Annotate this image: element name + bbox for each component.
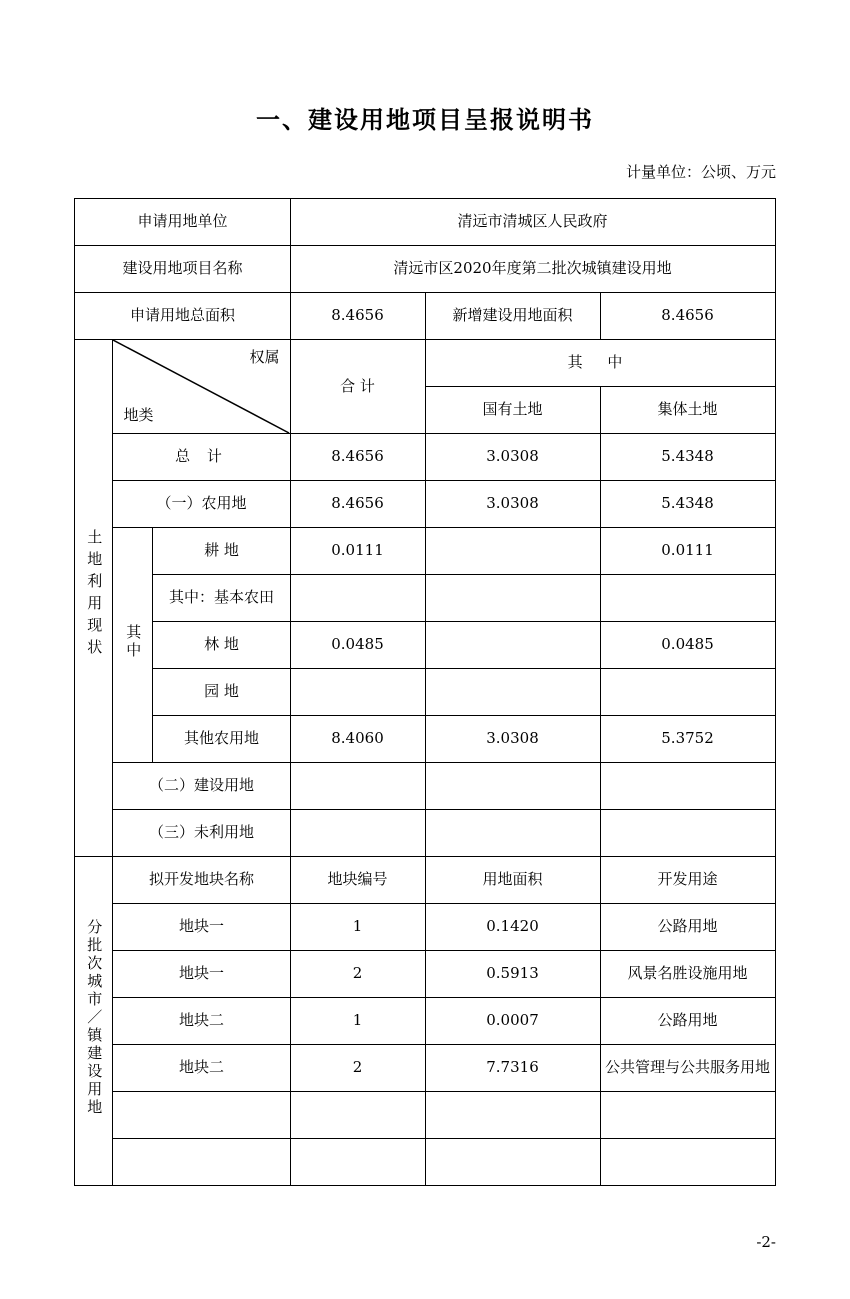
table-row [75, 904, 775, 951]
row-state [425, 763, 600, 810]
table-row [75, 763, 775, 810]
table-row-total-area [75, 293, 775, 340]
parcel-area: 0.1420 [425, 904, 600, 951]
parcel-code [290, 1092, 425, 1139]
applicant-label: 申请用地单位 [75, 199, 290, 246]
row-collective: 5.3752 [600, 716, 775, 763]
row-state [425, 810, 600, 857]
row-label: 总 计 [113, 434, 290, 481]
state-owned-header: 国有土地 [425, 387, 600, 434]
category-label: 地类 [123, 405, 154, 424]
table-row-landstatus-header [75, 340, 775, 387]
row-collective: 0.0111 [600, 528, 775, 575]
parcel-name: 地块二 [113, 998, 290, 1045]
table-row [75, 575, 775, 622]
parcel-use: 公路用地 [600, 904, 775, 951]
land-status-section-text: 土地利用现状 [85, 529, 104, 662]
page-number: -2- [756, 1233, 776, 1251]
parcel-area: 0.0007 [425, 998, 600, 1045]
parcel-code [290, 1139, 425, 1186]
page-title: 一、建设用地项目呈报说明书 [256, 105, 594, 134]
table-row [75, 1139, 775, 1186]
document-page [0, 100, 850, 1299]
new-area-label: 新增建设用地面积 [425, 293, 600, 340]
new-area-value: 8.4656 [600, 293, 775, 340]
collective-header: 集体土地 [600, 387, 775, 434]
row-label: 园 地 [153, 669, 290, 716]
applicant-value: 清远市清城区人民政府 [290, 199, 775, 246]
land-status-section-label [75, 340, 113, 857]
row-total [290, 810, 425, 857]
parcel-area: 7.7316 [425, 1045, 600, 1092]
table-row [75, 951, 775, 998]
parcel-code-header: 地块编号 [290, 857, 425, 904]
parcel-use: 公共管理与公共服务用地 [600, 1045, 775, 1092]
table-row [75, 669, 775, 716]
table-row [75, 1092, 775, 1139]
main-table [74, 198, 775, 1186]
table-row [75, 810, 775, 857]
category-ownership-diagonal-cell [113, 340, 290, 434]
total-area-value: 8.4656 [290, 293, 425, 340]
row-state: 3.0308 [425, 434, 600, 481]
parcel-use [600, 1092, 775, 1139]
parcel-code: 2 [290, 1045, 425, 1092]
row-collective [600, 669, 775, 716]
parcels-section-label [75, 857, 113, 1186]
ownership-label: 权属 [249, 348, 280, 366]
project-label: 建设用地项目名称 [75, 246, 290, 293]
row-total [290, 669, 425, 716]
row-collective: 5.4348 [600, 434, 775, 481]
table-row [75, 434, 775, 481]
row-label: 其他农用地 [153, 716, 290, 763]
table-row [75, 1045, 775, 1092]
sub-section-text: 其中 [124, 624, 143, 661]
total-column-header: 合 计 [290, 340, 425, 434]
parcel-area [425, 1092, 600, 1139]
row-total: 0.0485 [290, 622, 425, 669]
parcel-name: 地块一 [113, 951, 290, 998]
row-collective: 5.4348 [600, 481, 775, 528]
row-total: 8.4060 [290, 716, 425, 763]
parcel-use [600, 1139, 775, 1186]
parcel-code: 2 [290, 951, 425, 998]
table-row [75, 528, 775, 575]
parcel-area [425, 1139, 600, 1186]
row-total [290, 763, 425, 810]
row-label: 林 地 [153, 622, 290, 669]
row-label: 其中：基本农田 [153, 575, 290, 622]
table-row [75, 481, 775, 528]
parcel-area: 0.5913 [425, 951, 600, 998]
row-collective: 0.0485 [600, 622, 775, 669]
parcel-name: 地块一 [113, 904, 290, 951]
row-state [425, 622, 600, 669]
parcel-name [113, 1139, 290, 1186]
parcel-use-header: 开发用途 [600, 857, 775, 904]
parcel-code: 1 [290, 998, 425, 1045]
sub-section-label [113, 528, 153, 763]
table-row [75, 622, 775, 669]
project-value: 清远市区2020年度第二批次城镇建设用地 [290, 246, 775, 293]
row-total: 8.4656 [290, 481, 425, 528]
parcel-name: 地块二 [113, 1045, 290, 1092]
parcel-area-header: 用地面积 [425, 857, 600, 904]
row-state [425, 528, 600, 575]
row-label: 耕 地 [153, 528, 290, 575]
row-collective [600, 575, 775, 622]
row-total: 0.0111 [290, 528, 425, 575]
parcel-use: 风景名胜设施用地 [600, 951, 775, 998]
parcel-name-header: 拟开发地块名称 [113, 857, 290, 904]
row-total [290, 575, 425, 622]
parcels-section-text: 分批次城市／镇建设用地 [85, 919, 104, 1118]
row-state: 3.0308 [425, 716, 600, 763]
measure-unit-note: 计量单位：公顷、万元 [625, 163, 776, 181]
row-state [425, 575, 600, 622]
table-row [75, 716, 775, 763]
row-state [425, 669, 600, 716]
table-row-parcels-header [75, 857, 775, 904]
row-collective [600, 763, 775, 810]
row-state: 3.0308 [425, 481, 600, 528]
row-total: 8.4656 [290, 434, 425, 481]
parcel-name [113, 1092, 290, 1139]
row-collective [600, 810, 775, 857]
table-row-applicant [75, 199, 775, 246]
parcel-code: 1 [290, 904, 425, 951]
table-row-project [75, 246, 775, 293]
row-label: （三）未利用地 [113, 810, 290, 857]
total-area-label: 申请用地总面积 [75, 293, 290, 340]
among-header: 其 中 [425, 340, 775, 387]
table-row [75, 998, 775, 1045]
row-label: （二）建设用地 [113, 763, 290, 810]
row-label: （一）农用地 [113, 481, 290, 528]
parcel-use: 公路用地 [600, 998, 775, 1045]
